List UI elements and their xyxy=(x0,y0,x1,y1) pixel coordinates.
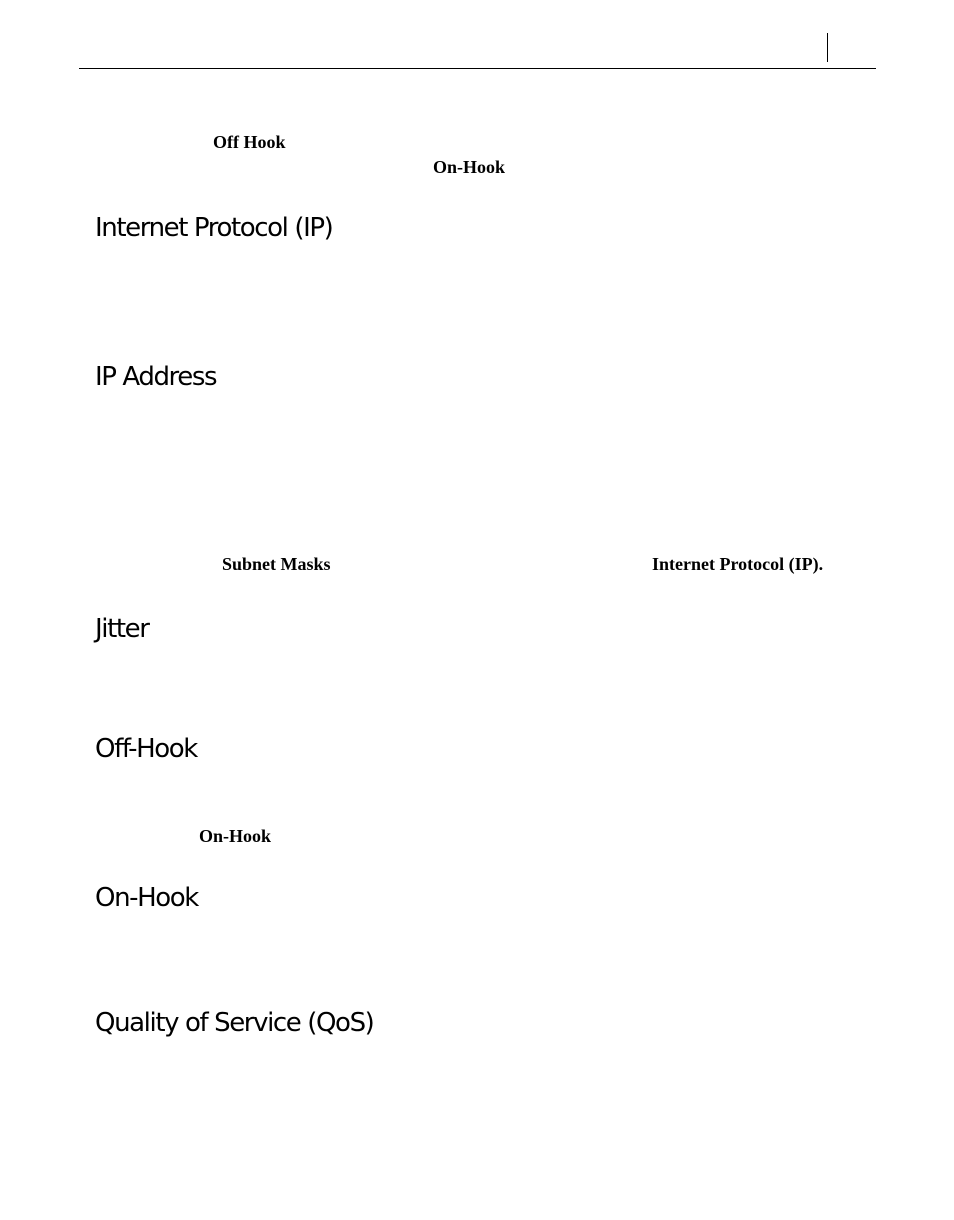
term-off-hook: Off Hook xyxy=(213,132,286,152)
header-page-marker xyxy=(827,33,828,62)
heading-off-hook: Off-Hook xyxy=(95,734,197,764)
term-on-hook: On-Hook xyxy=(433,157,506,177)
heading-internet-protocol: Internet Protocol (IP) xyxy=(95,213,333,243)
term-on-hook-ref: On-Hook xyxy=(199,826,272,846)
header-rule xyxy=(79,68,876,69)
heading-jitter: Jitter xyxy=(95,614,149,644)
heading-on-hook: On-Hook xyxy=(95,883,198,913)
term-internet-protocol: Internet Protocol (IP). xyxy=(652,554,824,574)
heading-ip-address: IP Address xyxy=(95,362,217,392)
term-subnet-masks: Subnet Masks xyxy=(222,554,331,574)
heading-quality-of-service: Quality of Service (QoS) xyxy=(95,1008,374,1038)
